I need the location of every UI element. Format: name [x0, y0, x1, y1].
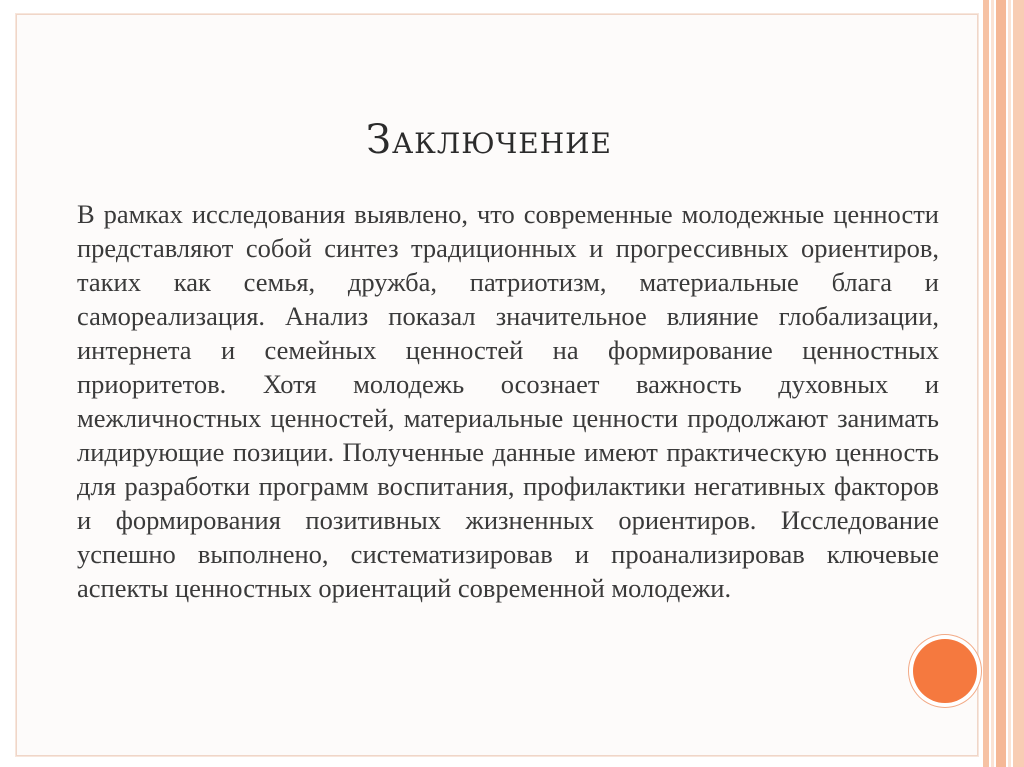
decorative-stripe: [1008, 0, 1011, 767]
slide-frame: [16, 14, 978, 756]
decorative-stripe: [996, 0, 1006, 767]
decorative-stripe: [1013, 0, 1024, 767]
slide-title: Заключение: [366, 117, 612, 163]
decorative-stripe: [983, 0, 989, 767]
slide-body-text: В рамках исследования выявлено, что современные молодежные ценности представляют собой синтез традиционных и прогрессивных ориентиров, таких как семья, дружба, патриотизм, материальные блага и самореализация. Анализ показал значительное влияние глобализации, интернета и семейных ценностей на формирование ценностных приоритетов. Хотя молодежь осознает важность духовных и межличностных ценностей, материальные ценности продолжают занимать лидирующие позиции. Полученные данные имеют практическую ценность для разработки программ воспитания, профилактики негативных факторов и формирования позитивных жизненных ориентиров. Исследование успешно выполнено, систематизировав и проанализировав ключевые аспекты ценностных ориентаций современной молодежи.: [77, 199, 939, 603]
decorative-stripe: [991, 0, 994, 767]
decorative-circle-icon: [913, 639, 977, 703]
